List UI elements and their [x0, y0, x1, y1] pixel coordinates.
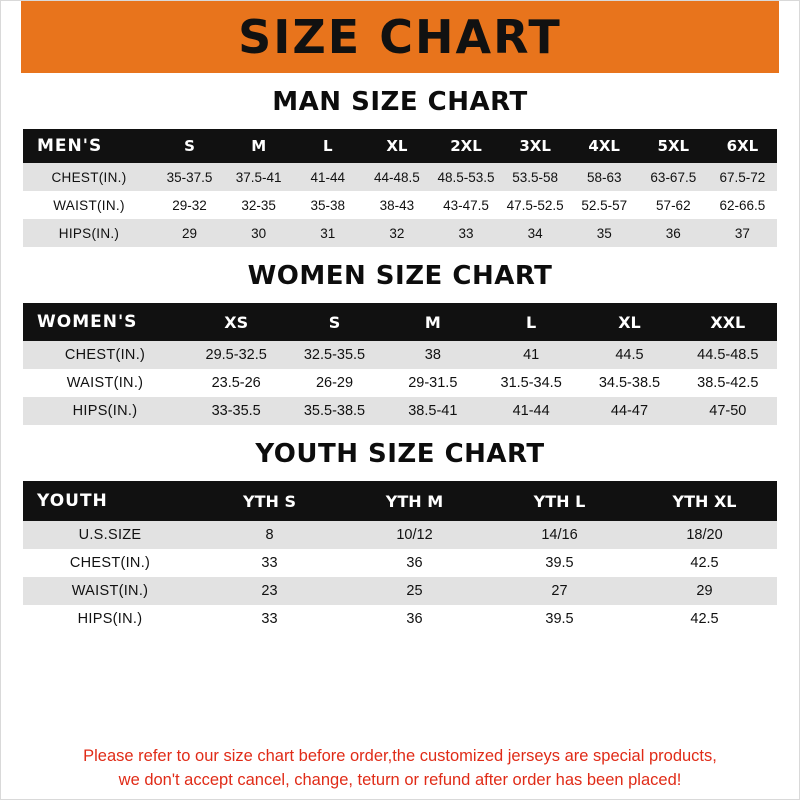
cell-value: 47-50	[679, 397, 777, 425]
cell-value: 53.5-58	[501, 163, 570, 191]
cell-value: 10/12	[342, 521, 487, 549]
footer-line-2: we don't accept cancel, change, teturn or refund after order has been placed!	[118, 771, 682, 790]
row-label: WAIST(IN.)	[23, 191, 155, 219]
corner-label: MEN'S	[23, 129, 155, 163]
cell-value: 18/20	[632, 521, 777, 549]
cell-value: 38-43	[362, 191, 431, 219]
cell-value: 32.5-35.5	[285, 341, 383, 369]
table-row	[23, 549, 777, 577]
cell-value: 37	[708, 219, 777, 247]
column-header: 5XL	[639, 129, 708, 163]
table-row	[23, 219, 777, 247]
cell-value: 26-29	[285, 369, 383, 397]
column-header: L	[293, 129, 362, 163]
cell-value: 33	[197, 605, 342, 633]
table-row	[23, 397, 777, 425]
cell-value: 47.5-52.5	[501, 191, 570, 219]
column-header: YTH M	[342, 481, 487, 521]
cell-value: 31.5-34.5	[482, 369, 580, 397]
corner-label: WOMEN'S	[23, 303, 187, 341]
cell-value: 35-38	[293, 191, 362, 219]
table-row	[23, 577, 777, 605]
cell-value: 29	[632, 577, 777, 605]
cell-value: 8	[197, 521, 342, 549]
cell-value: 38.5-42.5	[679, 369, 777, 397]
column-header: XXL	[679, 303, 777, 341]
cell-value: 33	[197, 549, 342, 577]
table-row	[23, 605, 777, 633]
cell-value: 23	[197, 577, 342, 605]
cell-value: 34.5-38.5	[580, 369, 678, 397]
cell-value: 27	[487, 577, 632, 605]
cell-value: 36	[342, 549, 487, 577]
row-label: HIPS(IN.)	[23, 605, 197, 633]
cell-value: 41	[482, 341, 580, 369]
cell-value: 43-47.5	[431, 191, 500, 219]
cell-value: 48.5-53.5	[431, 163, 500, 191]
row-label: CHEST(IN.)	[23, 549, 197, 577]
cell-value: 62-66.5	[708, 191, 777, 219]
cell-value: 29-32	[155, 191, 224, 219]
row-label: CHEST(IN.)	[23, 341, 187, 369]
column-header: M	[224, 129, 293, 163]
cell-value: 41-44	[482, 397, 580, 425]
table-header-row	[23, 303, 777, 341]
row-label: CHEST(IN.)	[23, 163, 155, 191]
row-label: HIPS(IN.)	[23, 219, 155, 247]
column-header: YTH S	[197, 481, 342, 521]
row-label: HIPS(IN.)	[23, 397, 187, 425]
cell-value: 63-67.5	[639, 163, 708, 191]
table-row	[23, 521, 777, 549]
column-header: S	[285, 303, 383, 341]
cell-value: 36	[342, 605, 487, 633]
table-row	[23, 341, 777, 369]
cell-value: 44-48.5	[362, 163, 431, 191]
section-title-women: WOMEN SIZE CHART	[247, 261, 553, 291]
cell-value: 14/16	[487, 521, 632, 549]
section-youth	[23, 439, 777, 633]
cell-value: 37.5-41	[224, 163, 293, 191]
column-header: L	[482, 303, 580, 341]
table-header-row	[23, 481, 777, 521]
column-header: YTH L	[487, 481, 632, 521]
row-label: WAIST(IN.)	[23, 577, 197, 605]
cell-value: 35.5-38.5	[285, 397, 383, 425]
cell-value: 33	[431, 219, 500, 247]
cell-value: 44.5	[580, 341, 678, 369]
table-row	[23, 369, 777, 397]
cell-value: 38.5-41	[384, 397, 482, 425]
page-title: SIZE CHART	[238, 10, 562, 64]
women-size-table	[23, 303, 777, 425]
cell-value: 42.5	[632, 549, 777, 577]
section-men	[23, 87, 777, 247]
column-header: YTH XL	[632, 481, 777, 521]
table-row	[23, 163, 777, 191]
column-header: XL	[580, 303, 678, 341]
cell-value: 41-44	[293, 163, 362, 191]
cell-value: 31	[293, 219, 362, 247]
cell-value: 29-31.5	[384, 369, 482, 397]
cell-value: 52.5-57	[570, 191, 639, 219]
column-header: 4XL	[570, 129, 639, 163]
cell-value: 23.5-26	[187, 369, 285, 397]
table-row	[23, 191, 777, 219]
cell-value: 29.5-32.5	[187, 341, 285, 369]
header-banner	[1, 1, 799, 73]
column-header: 6XL	[708, 129, 777, 163]
cell-value: 44-47	[580, 397, 678, 425]
footer-note	[1, 745, 799, 793]
footer-line-1: Please refer to our size chart before order,the customized jerseys are special products,	[83, 747, 717, 766]
section-title-men: MAN SIZE CHART	[272, 87, 528, 117]
row-label: WAIST(IN.)	[23, 369, 187, 397]
column-header: 2XL	[431, 129, 500, 163]
cell-value: 58-63	[570, 163, 639, 191]
cell-value: 35	[570, 219, 639, 247]
cell-value: 39.5	[487, 549, 632, 577]
column-header: XL	[362, 129, 431, 163]
table-header-row	[23, 129, 777, 163]
section-women	[23, 261, 777, 425]
cell-value: 33-35.5	[187, 397, 285, 425]
cell-value: 32-35	[224, 191, 293, 219]
section-title-youth: YOUTH SIZE CHART	[255, 439, 545, 469]
cell-value: 38	[384, 341, 482, 369]
cell-value: 32	[362, 219, 431, 247]
cell-value: 35-37.5	[155, 163, 224, 191]
cell-value: 57-62	[639, 191, 708, 219]
cell-value: 67.5-72	[708, 163, 777, 191]
corner-label: YOUTH	[23, 481, 197, 521]
content-area	[1, 87, 799, 633]
cell-value: 36	[639, 219, 708, 247]
cell-value: 39.5	[487, 605, 632, 633]
cell-value: 34	[501, 219, 570, 247]
row-label: U.S.SIZE	[23, 521, 197, 549]
column-header: XS	[187, 303, 285, 341]
cell-value: 44.5-48.5	[679, 341, 777, 369]
cell-value: 29	[155, 219, 224, 247]
cell-value: 42.5	[632, 605, 777, 633]
cell-value: 25	[342, 577, 487, 605]
column-header: 3XL	[501, 129, 570, 163]
cell-value: 30	[224, 219, 293, 247]
youth-size-table	[23, 481, 777, 633]
column-header: M	[384, 303, 482, 341]
column-header: S	[155, 129, 224, 163]
men-size-table	[23, 129, 777, 247]
